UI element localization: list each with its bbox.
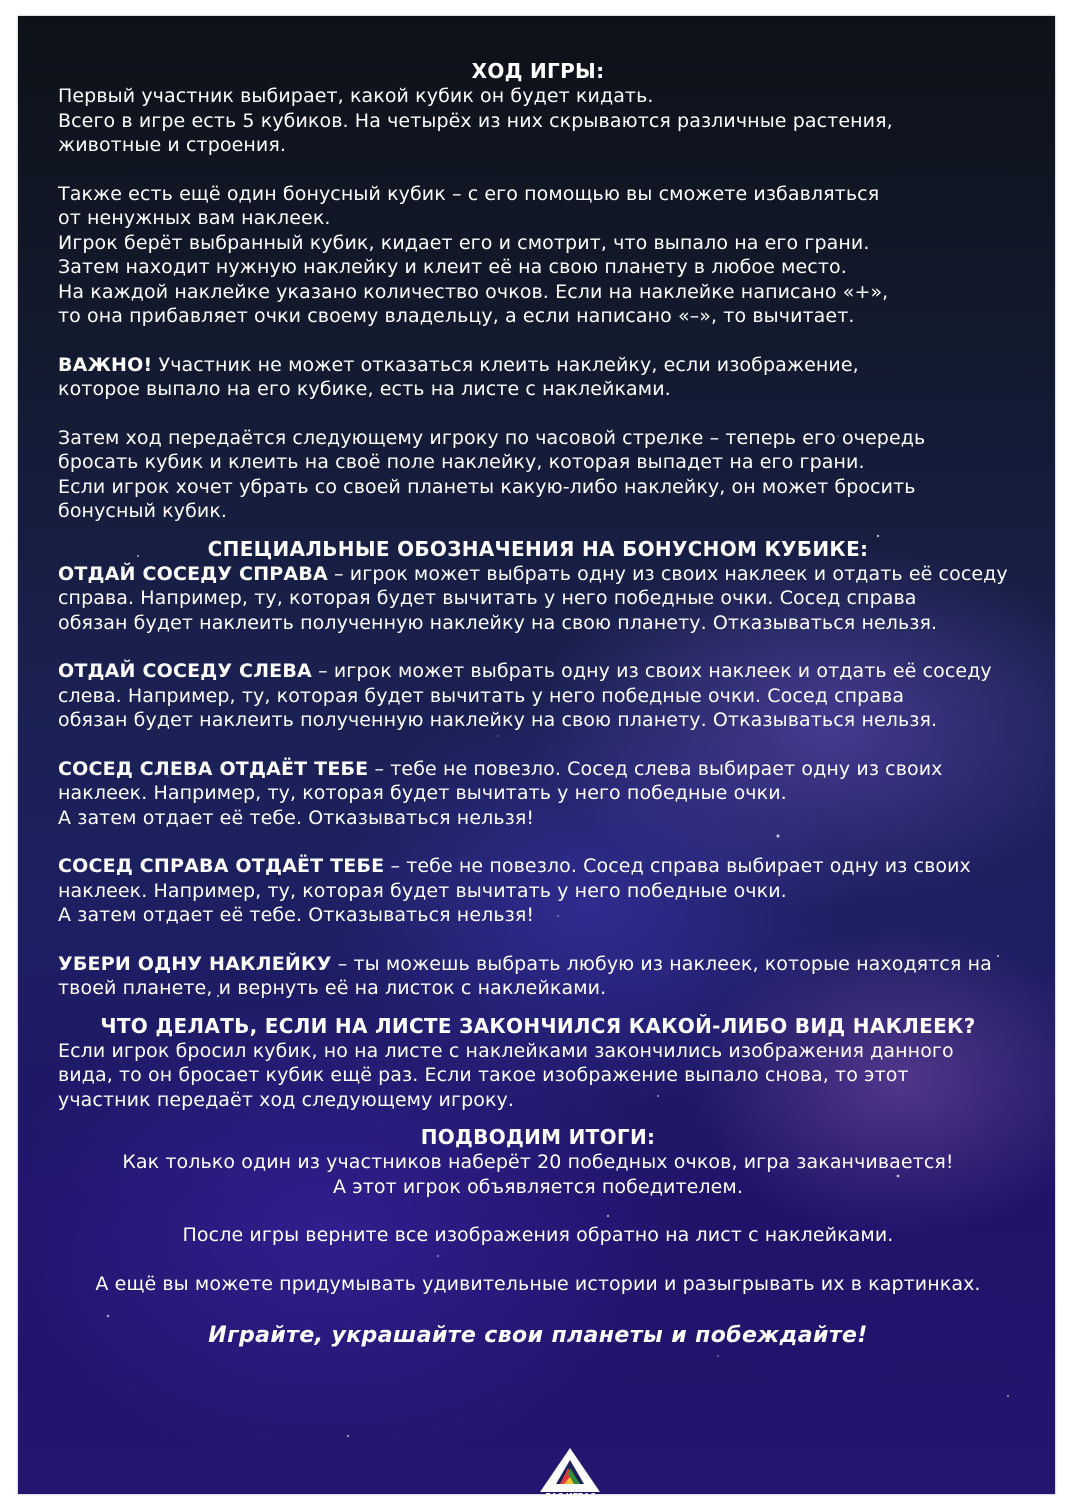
rule-left-gives-label: СОСЕД СЛЕВА ОТДАЁТ ТЕБЕ [58,757,369,780]
rule-right-gives [58,854,1018,928]
rules-sheet [18,16,1055,1501]
final-slogan: Играйте, украшайте свои планеты и побеждайте! [208,1323,868,1348]
rule-left-gives [58,757,1018,831]
out-of-stickers-title: ЧТО ДЕЛАТЬ, ЕСЛИ НА ЛИСТЕ ЗАКОНЧИЛСЯ КАКОЙ-ЛИБО ВИД НАКЛЕЕК? [100,1013,976,1038]
rule-left-gives-text: – тебе не повезло. Сосед слева выбирает одну из своих наклеек. Например, ту, которая будет вычитать у него победные очки. А затем отдает её тебе. Отказываться нельзя! [58,757,943,829]
important-text: Участник не может отказаться клеить наклейку, если изображение, которое выпало на его кубике, есть на листе с наклейками. [58,353,859,400]
important-paragraph [58,353,1018,402]
results-title: ПОДВОДИМ ИТОГИ: [420,1125,656,1149]
game-paragraph-3: Затем ход передаётся следующему игроку по часовой стрелке – теперь его очередь бросать кубик и клеить на своё поле наклейку, которая выпадет на его грани. Если игрок хочет убрать со своей планеты какую-либо наклейку, он может бросить бонусный кубик. [58,426,926,522]
special-title: СПЕЦИАЛЬНЫЕ ОБОЗНАЧЕНИЯ НА БОНУСНОМ КУБИКЕ: [207,536,869,561]
rule-right-gives-text: – тебе не повезло. Сосед справа выбирает одну из своих наклеек. Например, ту, которая будет вычитать у него победные очки. А затем отдает её тебе. Отказываться нельзя! [58,855,971,926]
triangle-logo-icon [538,1446,602,1494]
rule-give-left [58,659,1018,733]
rule-remove-one-label: УБЕРИ ОДНУ НАКЛЕЙКУ [58,952,332,975]
after-game-text: После игры верните все изображения обратно на лист с наклейками. [182,1224,894,1246]
rule-right-gives-label: СОСЕД СПРАВА ОТДАЁТ ТЕБЕ [58,855,385,877]
game-paragraph-2: Также есть ещё один бонусный кубик – с его помощью вы сможете избавляться от ненужных вам наклеек. Игрок берёт выбранный кубик, кидает его и смотрит, что выпало на его грани. Затем находит нужную наклейку и клеит её на свою планету в любое место. На каждой наклейке указано количество очков. Если на наклейке написано «+», то она прибавляет очки своему владельцу, а если написано «–», то вычитает. [58,182,889,327]
brand-logo [538,1446,602,1506]
important-label: ВАЖНО! [58,353,153,376]
rule-give-right-label: ОТДАЙ СОСЕДУ СПРАВА [58,562,328,585]
rules-text [58,58,1018,1349]
results-text: Как только один из участников наберёт 20 победных очков, игра заканчивается! А этот игрок объявляется победителем. [122,1151,954,1198]
rule-remove-one-text: – ты можешь выбрать любую из наклеек, которые находятся на твоей планете, и вернуть её на листок с наклейками. [58,952,992,999]
rule-give-left-text: – игрок может выбрать одну из своих наклеек и отдать её соседу слева. Например, ту, которая будет вычитать у него победные очки. Сосед справа обязан будет наклеить полученную наклейку на свою планету. Отказываться нельзя. [58,660,992,731]
rule-remove-one [58,952,1018,1001]
rule-give-left-label: ОТДАЙ СОСЕДУ СЛЕВА [58,660,312,682]
game-paragraph-1: Первый участник выбирает, какой кубик он будет кидать. Всего в игре есть 5 кубиков. На четырёх из них скрываются различные растения, животные и строения. [58,85,893,156]
game-title: ХОД ИГРЫ: [471,59,605,83]
rule-give-right [58,562,1018,636]
rule-give-right-text: – игрок может выбрать одну из своих наклеек и отдать её соседу справа. Например, ту, которая будет вычитать у него победные очки. Сосед справа обязан будет наклеить полученную наклейку на свою планету. Отказываться нельзя. [58,562,1008,634]
logo-text: ЛАС ИГРАС [544,1492,596,1501]
stories-text: А ещё вы можете придумывать удивительные истории и разыгрывать их в картинках. [95,1272,981,1295]
out-of-stickers-text: Если игрок бросил кубик, но на листе с наклейками закончились изображения данного вида, то он бросает кубик ещё раз. Если такое изображение выпало снова, то этот участник передаёт ход следующему игроку. [58,1039,954,1111]
